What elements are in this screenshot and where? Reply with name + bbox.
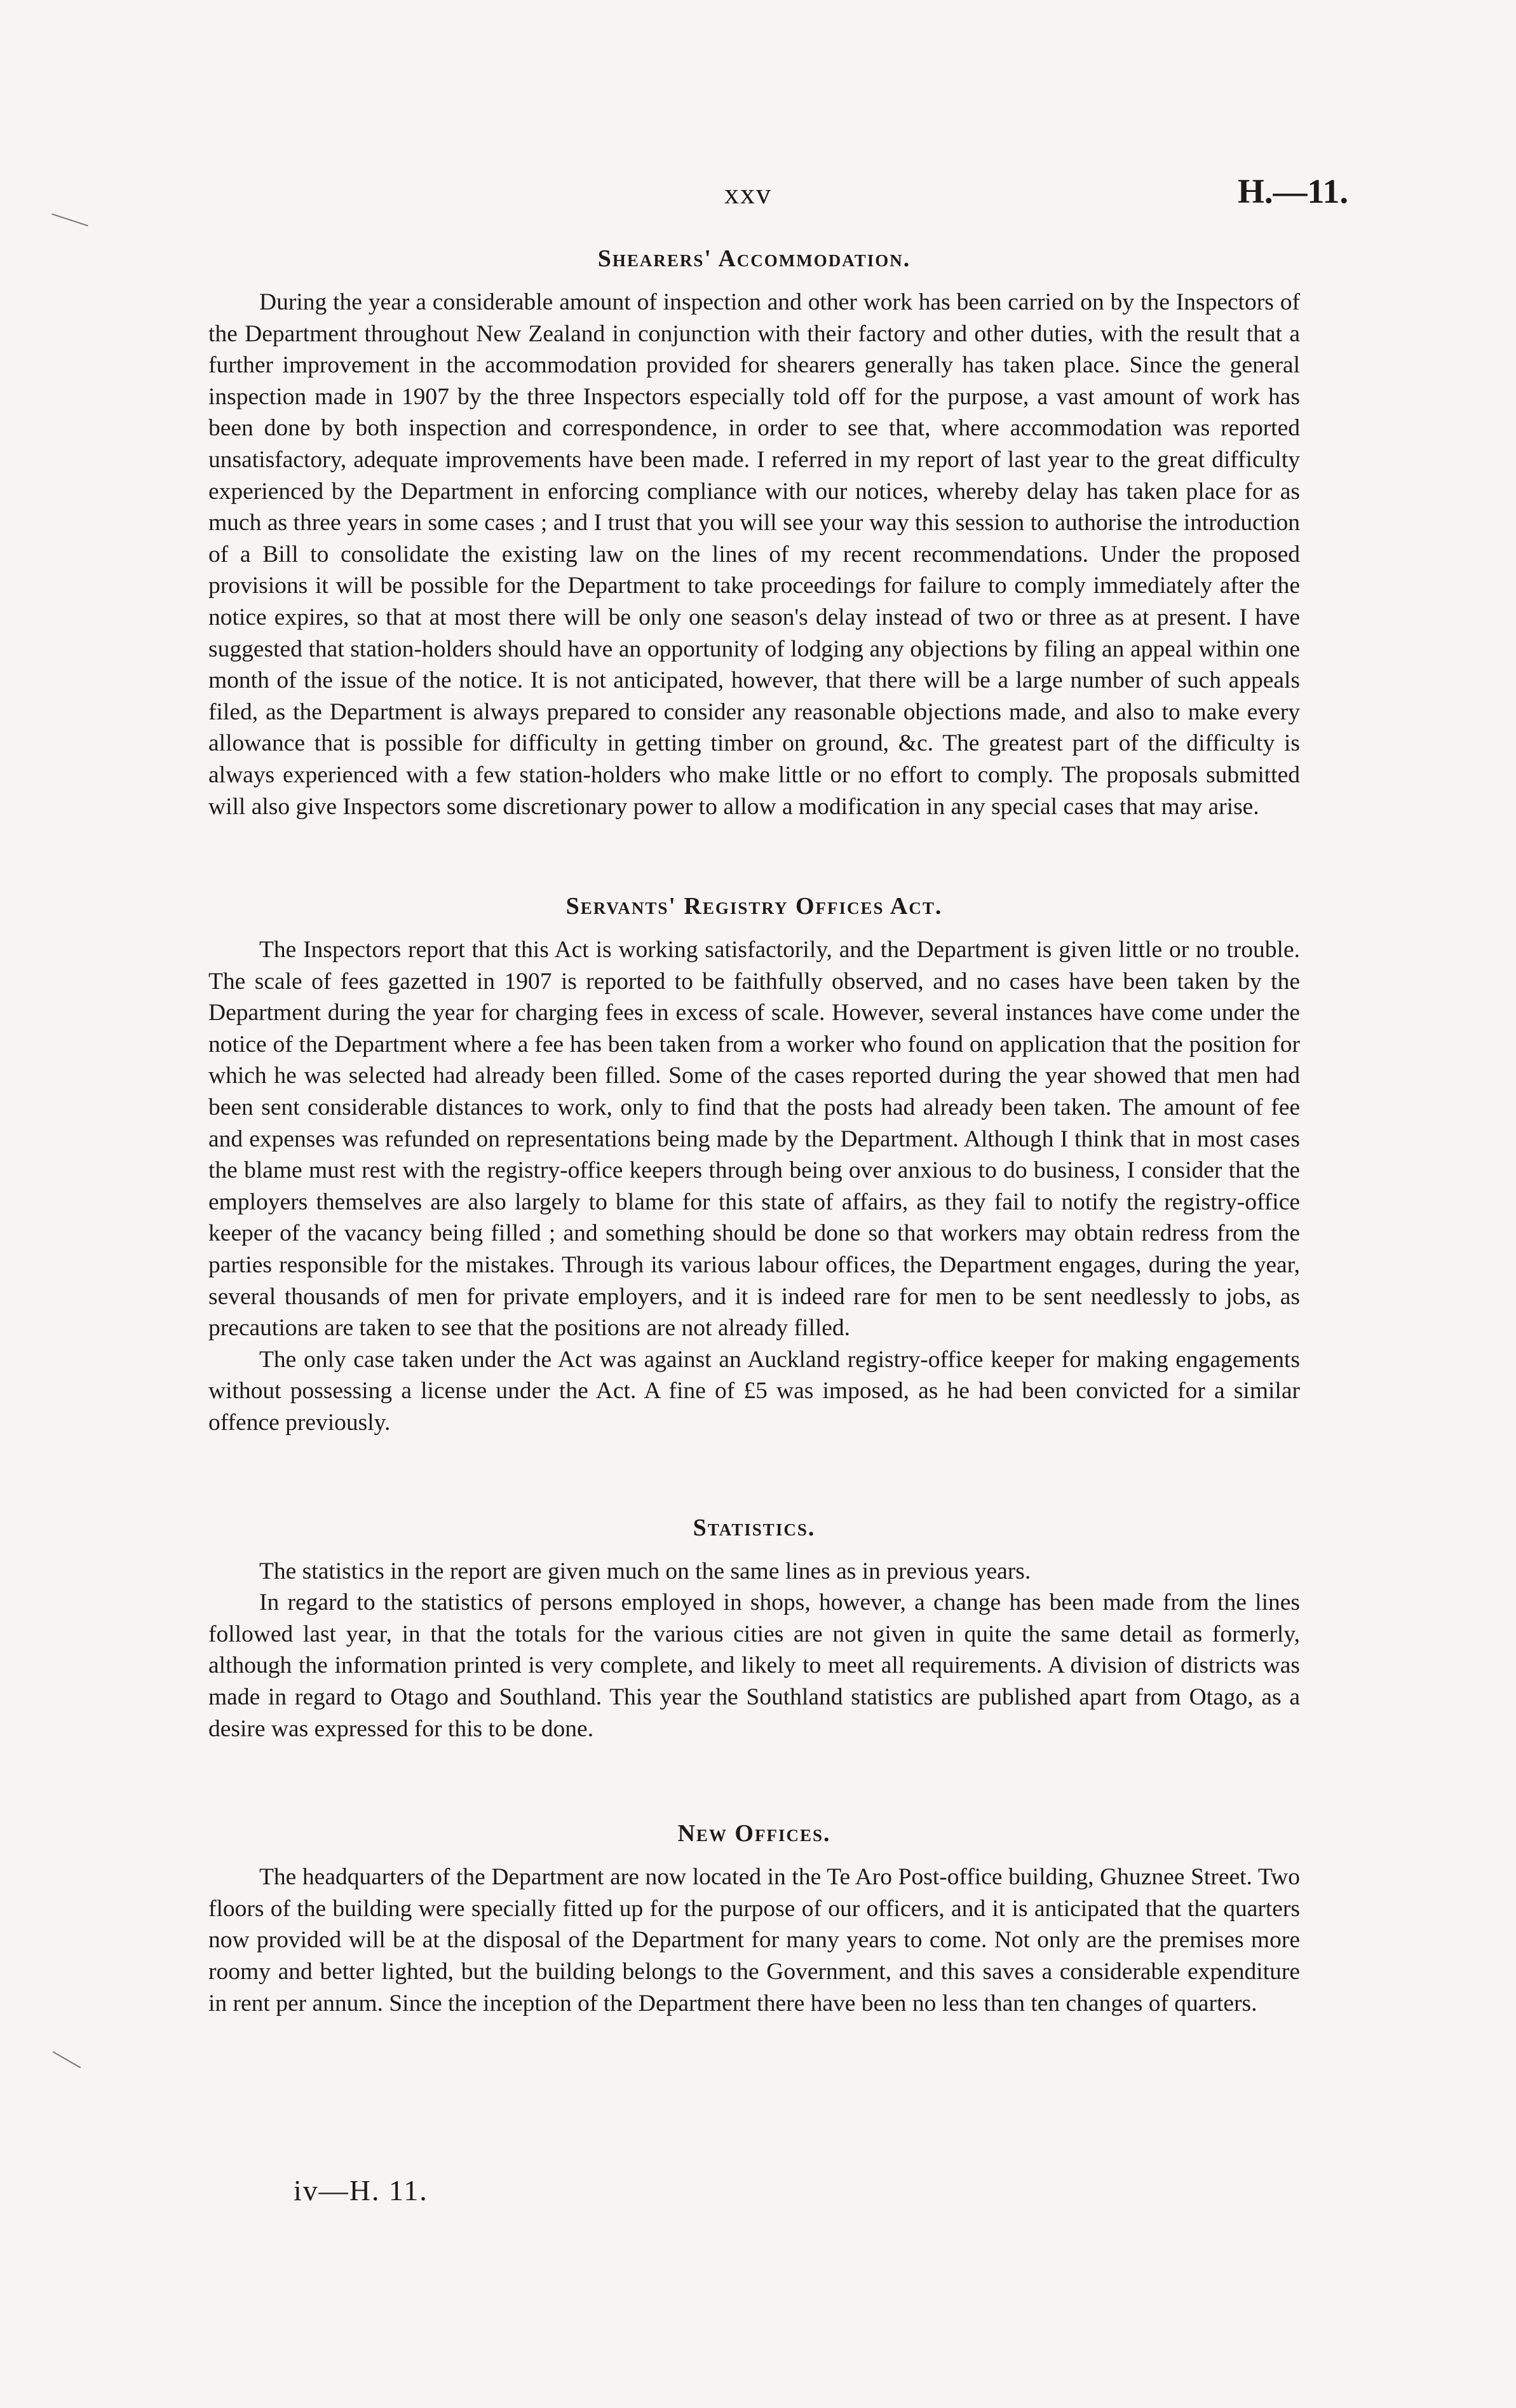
document-body [208, 245, 1300, 2019]
page-header [0, 172, 1516, 222]
section-statistics [208, 1514, 1300, 1745]
section-heading: Statistics. [693, 1514, 816, 1541]
section-servants-registry-offices-act [208, 892, 1300, 1439]
document-reference: H.—11. [1238, 172, 1349, 210]
section-heading: Shearers' Accommodation. [597, 245, 911, 272]
paragraph: The Inspectors report that this Act is working satisfactorily, and the Department is given little or no trouble. The scale of fees gazetted in 1907 is reported to be faithfully observed, and no cases have been taken by the Department during the year for charging fees in excess of scale. However, several instances have come under the notice of the Department where a fee has been taken from a worker who found on application that the position for which he was selected had already been filled. Some of the cases reported during the year showed that men had been sent considerable distances to work, only to find that the posts had already been taken. The amount of fee and expenses was refunded on representations being made by the Department. Although I think that in most cases the blame must rest with the registry-office keepers through being over anxious to do business, I consider that the employers themselves are also largely to blame for this state of affairs, as they fail to notify the registry-office keeper of the vacancy being filled ; and something should be done so that workers may obtain redress from the parties responsible for the mistakes. Through its various labour offices, the Department engages, during the year, several thousands of men for private employers, and it is indeed rare for men to be sent needlessly to jobs, as precautions are taken to see that the positions are not already filled. [208, 937, 1300, 1342]
margin-mark [53, 2051, 81, 2069]
section-shearers-accommodation [208, 245, 1300, 822]
section-heading: New Offices. [677, 1820, 831, 1847]
sheet-signature: iv—H. 11. [294, 2174, 428, 2207]
page-number: xxv [724, 177, 772, 210]
paragraph: The statistics in the report are given much on the same lines as in previous years. [259, 1558, 1031, 1584]
paragraph: The only case taken under the Act was against an Auckland registry-office keeper for making engagements without possessing a license under the Act. A fine of £5 was imposed, as he had been convicted for a similar offence previously. [208, 1346, 1300, 1436]
section-heading: Servants' Registry Offices Act. [565, 893, 943, 920]
section-new-offices [208, 1820, 1300, 2019]
paragraph: During the year a considerable amount of inspection and other work has been carried on by the Inspectors of the Department throughout New Zealand in conjunction with their factory and other duties, with the result that a further improvement in the accommodation provided for shearers generally has taken place. Since the general inspection made in 1907 by the three Inspectors especially told off for the purpose, a vast amount of work has been done by both inspection and correspondence, in order to see that, where accommodation was reported unsatisfactory, adequate improvements have been made. I referred in my report of last year to the great difficulty experienced by the Department in enforcing compliance with our notices, whereby delay has taken place for as much as three years in some cases ; and I trust that you will see your way this session to authorise the introduction of a Bill to consolidate the existing law on the lines of my recent recommendations. Under the proposed provisions it will be possible for the Department to take proceedings for failure to comply immediately after the notice expires, so that at most there will be only one season's delay instead of two or three as at present. I have suggested that station-holders should have an opportunity of lodging any objections by filing an appeal within one month of the issue of the notice. It is not anticipated, however, that there will be a large number of such appeals filed, as the Department is always prepared to consider any reasonable objections made, and also to make every allowance that is possible for difficulty in getting timber on ground, &c. The greatest part of the difficulty is always experienced with a few station-holders who make little or no effort to comply. The proposals submitted will also give Inspectors some discretionary power to allow a modification in any special cases that may arise. [208, 289, 1300, 820]
paragraph: In regard to the statistics of persons employed in shops, however, a change has been made from the lines followed last year, in that the totals for the various cities are not given in quite the same detail as formerly, although the information printed is very complete, and likely to meet all requirements. A division of districts was made in regard to Otago and Southland. This year the Southland statistics are published apart from Otago, as a desire was expressed for this to be done. [208, 1589, 1300, 1742]
paragraph: The headquarters of the Department are now located in the Te Aro Post-office building, Ghuznee Street. Two floors of the building were specially fitted up for the purpose of our officers, and it is anticipated that the quarters now provided will be at the disposal of the Department for many years to come. Not only are the premises more roomy and better lighted, but the building belongs to the Government, and this saves a considerable expenditure in rent per annum. Since the inception of the Department there have been no less than ten changes of quarters. [208, 1864, 1300, 2017]
